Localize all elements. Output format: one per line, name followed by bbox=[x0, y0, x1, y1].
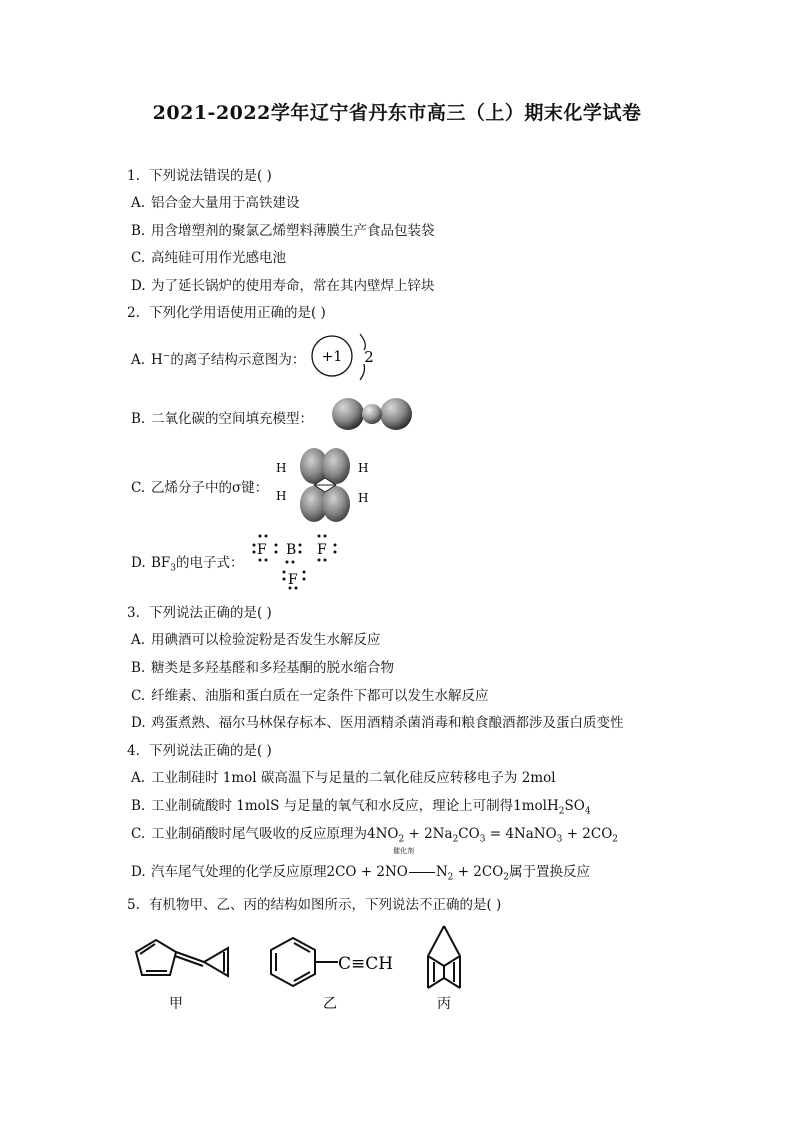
formula-subscript: 2 bbox=[503, 872, 510, 883]
question-stem: 下列说法正确的是( ) bbox=[149, 743, 272, 759]
option-text: 高纯硅可用作光感电池 bbox=[151, 250, 286, 266]
structure-yi bbox=[271, 938, 338, 986]
question-number: 1. bbox=[127, 168, 140, 184]
option-label: D. bbox=[131, 555, 146, 571]
alkyne-group: C≡CH bbox=[338, 954, 394, 974]
structure-label-jia: 甲 bbox=[169, 996, 183, 1012]
fluorine-atom: F bbox=[257, 542, 267, 558]
q2-option-b bbox=[131, 407, 313, 427]
structure-bing bbox=[428, 926, 460, 988]
option-text: = 4NaNO bbox=[485, 826, 557, 842]
option-text: 用含增塑剂的聚氯乙烯塑料薄膜生产食品包装袋 bbox=[151, 223, 435, 239]
q4-option-d bbox=[131, 860, 591, 883]
option-text: SO bbox=[564, 798, 585, 814]
question-number: 4. bbox=[127, 743, 140, 759]
option-label: C. bbox=[131, 480, 146, 496]
option-text: + 2Na bbox=[404, 826, 453, 842]
option-text: 糖类是多羟基醛和多羟基酮的脱水缩合物 bbox=[151, 660, 394, 676]
q1-option-b bbox=[131, 219, 435, 239]
q4-option-b bbox=[131, 794, 591, 817]
ion-charge: − bbox=[162, 351, 171, 362]
q1-option-a bbox=[131, 191, 300, 211]
organic-structures-figure bbox=[128, 920, 498, 1015]
catalyst-label: 催化剂 bbox=[393, 847, 414, 855]
hydrogen-label: H bbox=[358, 461, 369, 475]
reaction-arrow bbox=[409, 872, 435, 873]
option-label: C. bbox=[131, 250, 146, 266]
option-text: + 2CO bbox=[453, 864, 504, 880]
boron-atom: B bbox=[286, 542, 297, 558]
fluorine-atom: F bbox=[317, 542, 327, 558]
shell-electrons: 2 bbox=[364, 348, 374, 366]
option-label: B. bbox=[131, 798, 146, 814]
option-label: B. bbox=[131, 660, 146, 676]
option-text: 汽车尾气处理的化学反应原理2CO + 2NO bbox=[151, 864, 408, 880]
option-label: D. bbox=[131, 715, 146, 731]
option-text: 工业制硫酸时 1molS 与足量的氧气和水反应，理论上可制得1molH bbox=[151, 798, 559, 814]
bf3-electron-formula bbox=[240, 528, 344, 592]
option-text: 的离子结构示意图为： bbox=[170, 352, 306, 368]
option-text: 鸡蛋煮熟、福尔马林保存标本、医用酒精杀菌消毒和粮食酿酒都涉及蛋白质变性 bbox=[151, 715, 624, 731]
option-text: 用碘酒可以检验淀粉是否发生水解反应 bbox=[151, 632, 381, 648]
option-text: + 2CO bbox=[562, 826, 613, 842]
formula-subscript: 2 bbox=[612, 834, 619, 845]
formula-subscript: 2 bbox=[447, 872, 454, 883]
question-stem: 有机物甲、乙、丙的结构如图所示，下列说法不正确的是( ) bbox=[149, 897, 502, 913]
nucleus-charge: +1 bbox=[321, 349, 343, 365]
ion-structure-diagram bbox=[308, 330, 380, 382]
ion-symbol: H bbox=[151, 352, 163, 368]
question-number: 5. bbox=[127, 897, 140, 913]
option-text: 纤维素、油脂和蛋白质在一定条件下都可以发生水解反应 bbox=[151, 688, 489, 704]
page-title: 2021-2022学年辽宁省丹东市高三（上）期末化学试卷 bbox=[152, 102, 642, 124]
option-label: A. bbox=[131, 632, 146, 648]
option-text: CO bbox=[458, 826, 480, 842]
q3-option-c bbox=[131, 684, 489, 704]
formula-subscript: 2 bbox=[558, 806, 565, 817]
option-text: 乙烯分子中的σ键： bbox=[151, 480, 269, 496]
hydrogen-label: H bbox=[276, 489, 287, 503]
option-text: 属于置换反应 bbox=[509, 864, 591, 880]
question-3 bbox=[127, 601, 272, 621]
option-label: C. bbox=[131, 826, 146, 842]
q2-option-c bbox=[131, 476, 268, 496]
option-text: 工业制硝酸时尾气吸收的反应原理为4NO bbox=[151, 826, 399, 842]
question-2 bbox=[127, 301, 326, 321]
option-text: 铝合金大量用于高铁建设 bbox=[151, 195, 300, 211]
q1-option-c bbox=[131, 246, 286, 266]
option-text: 为了延长锅炉的使用寿命，常在其内壁焊上锌块 bbox=[151, 278, 435, 294]
formula-subscript: 2 bbox=[452, 834, 459, 845]
option-text: 二氧化碳的空间填充模型： bbox=[151, 411, 313, 427]
option-label: A. bbox=[131, 195, 146, 211]
option-label: B. bbox=[131, 223, 146, 239]
oxygen-atom bbox=[332, 398, 364, 430]
q2-option-a bbox=[131, 348, 305, 368]
option-text: 的电子式： bbox=[176, 555, 244, 571]
carbon-atom bbox=[362, 404, 382, 424]
question-stem: 下列说法错误的是( ) bbox=[149, 168, 272, 184]
option-label: D. bbox=[131, 864, 146, 880]
formula-subscript: 3 bbox=[170, 563, 177, 574]
shell-arc-bottom bbox=[360, 364, 365, 380]
question-stem: 下列化学用语使用正确的是( ) bbox=[149, 305, 326, 321]
structure-label-yi: 乙 bbox=[323, 996, 337, 1012]
question-number: 2. bbox=[127, 305, 140, 321]
formula-text: BF bbox=[151, 555, 171, 571]
oxygen-atom bbox=[380, 398, 412, 430]
option-text: 工业制硅时 1mol 碳高温下与足量的二氧化硅反应转移电子为 2mol bbox=[151, 770, 556, 786]
question-5 bbox=[127, 893, 501, 913]
q1-option-d bbox=[131, 274, 435, 294]
q4-option-c bbox=[131, 822, 619, 845]
option-label: C. bbox=[131, 688, 146, 704]
formula-subscript: 3 bbox=[479, 834, 486, 845]
fluorine-atom: F bbox=[288, 572, 298, 588]
q3-option-b bbox=[131, 656, 394, 676]
q2-option-d bbox=[131, 551, 244, 574]
formula-subscript: 4 bbox=[584, 806, 591, 817]
structure-jia bbox=[136, 940, 228, 976]
question-1 bbox=[127, 164, 272, 184]
option-label: D. bbox=[131, 278, 146, 294]
hydrogen-label: H bbox=[276, 461, 287, 475]
hydrogen-label: H bbox=[358, 491, 369, 505]
formula-subscript: 2 bbox=[398, 834, 405, 845]
formula-subscript: 3 bbox=[556, 834, 563, 845]
option-label: B. bbox=[131, 411, 146, 427]
option-text: N bbox=[435, 864, 448, 880]
co2-space-filling-model bbox=[328, 396, 416, 432]
q4-option-a bbox=[131, 766, 556, 786]
option-label: A. bbox=[131, 352, 146, 368]
question-stem: 下列说法正确的是( ) bbox=[149, 605, 272, 621]
q3-option-d bbox=[131, 711, 624, 731]
q3-option-a bbox=[131, 628, 381, 648]
ethylene-sigma-bond-diagram bbox=[270, 446, 380, 526]
question-4 bbox=[127, 739, 272, 759]
question-number: 3. bbox=[127, 605, 140, 621]
option-label: A. bbox=[131, 770, 146, 786]
structure-label-bing: 丙 bbox=[437, 996, 451, 1012]
